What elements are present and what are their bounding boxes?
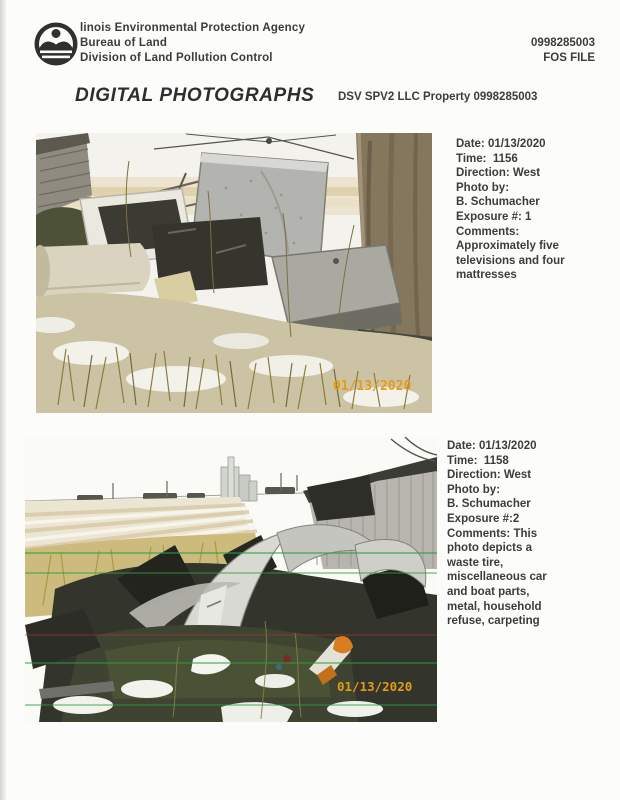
photo-1-caption xyxy=(456,137,606,283)
caption-line: Exposure #:2 xyxy=(447,512,520,525)
caption-line: Exposure #: 1 xyxy=(456,210,532,223)
file-type-label: FOS FILE xyxy=(543,52,595,64)
agency-line-1: linois Environmental Protection Agency xyxy=(80,22,306,34)
agency-line-2: Bureau of Land xyxy=(80,37,168,49)
file-number: 0998285003 xyxy=(531,37,595,49)
caption-line: miscellaneous car xyxy=(447,571,547,584)
caption-line: televisions and four xyxy=(456,254,565,267)
caption-line: refuse, carpeting xyxy=(447,615,540,628)
photo-1-televisions-mattresses xyxy=(36,133,432,413)
document-title: DIGITAL PHOTOGRAPHS xyxy=(75,85,315,106)
caption-line: Time: 1156 xyxy=(456,152,518,165)
photo-1-timestamp: 01/13/2020 xyxy=(333,379,412,394)
photo-2-timestamp: 01/13/2020 xyxy=(337,679,413,694)
caption-line: Direction: West xyxy=(447,469,532,482)
agency-header xyxy=(80,21,380,66)
caption-line: Photo by: xyxy=(456,181,510,194)
property-label: DSV SPV2 LLC Property 0998285003 xyxy=(338,91,538,103)
photo-2-caption xyxy=(447,439,597,629)
agency-line-3: Division of Land Pollution Control xyxy=(80,52,273,64)
caption-line: metal, household xyxy=(447,600,542,613)
caption-line: and boat parts, xyxy=(447,585,530,598)
iepa-logo-icon xyxy=(33,21,79,67)
photo-2-waste-pile xyxy=(25,437,437,722)
scanner-edge-shadow xyxy=(0,0,7,800)
caption-line: photo depicts a xyxy=(447,542,532,555)
caption-line: Photo by: xyxy=(447,483,501,496)
caption-line: B. Schumacher xyxy=(456,196,540,209)
caption-line: waste tire, xyxy=(447,556,504,569)
caption-line: Comments: xyxy=(456,225,520,238)
caption-line: Date: 01/13/2020 xyxy=(456,138,546,150)
caption-line: Approximately five xyxy=(456,240,559,253)
caption-line: B. Schumacher xyxy=(447,498,531,511)
caption-line: Date: 01/13/2020 xyxy=(447,440,537,452)
caption-line: mattresses xyxy=(456,269,517,282)
caption-line: Time: 1158 xyxy=(447,454,509,467)
caption-line: Comments: This xyxy=(447,527,538,540)
file-reference xyxy=(435,36,595,66)
caption-line: Direction: West xyxy=(456,167,541,180)
